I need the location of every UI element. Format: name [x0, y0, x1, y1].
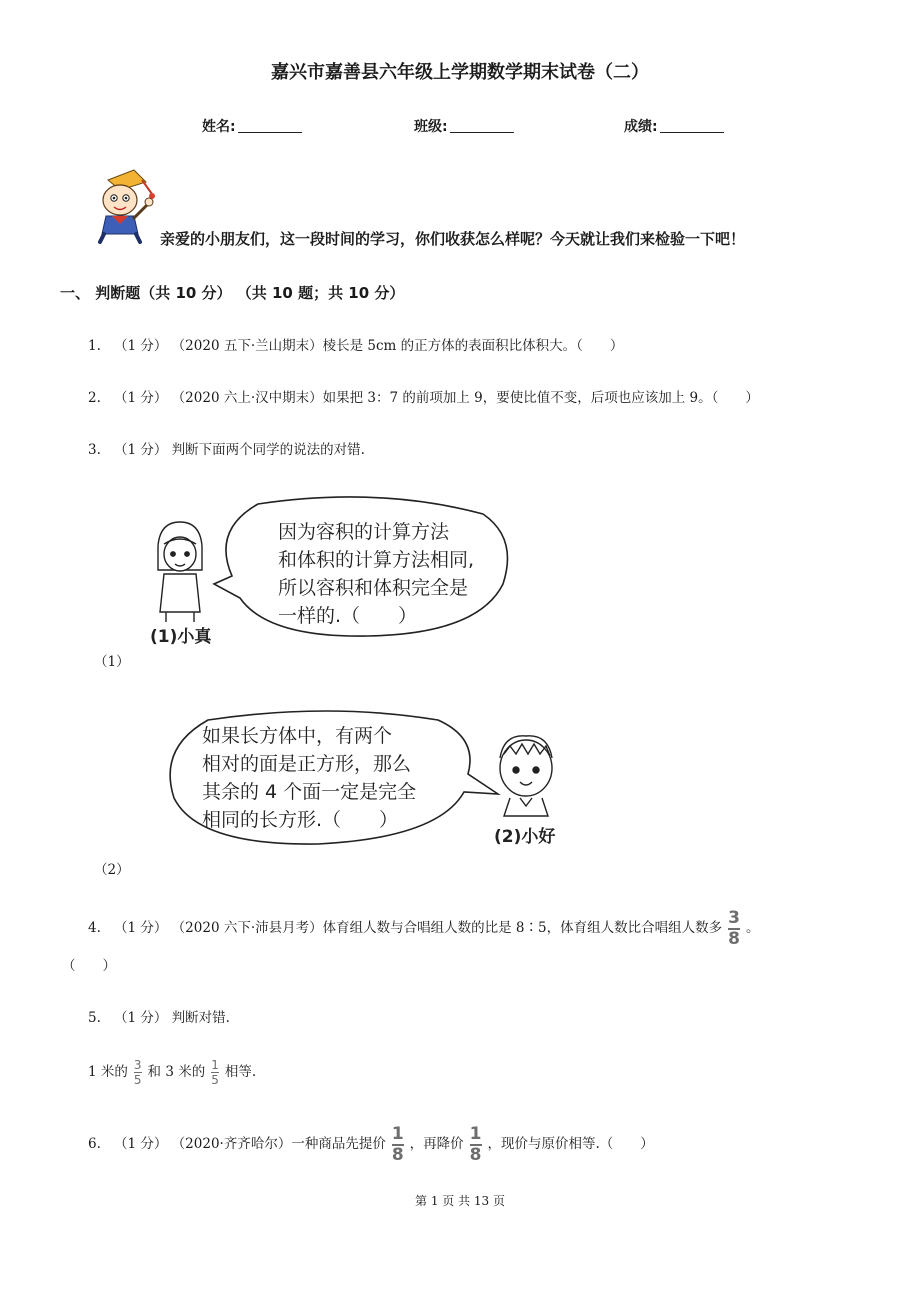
illustration-xiaohao — [148, 708, 578, 858]
fraction-numerator: 1 — [391, 1123, 404, 1144]
bubble-line: 相对的面是正方形，那么 — [202, 753, 412, 775]
fraction-numerator: 1 — [469, 1123, 482, 1144]
question-5-statement — [88, 1052, 256, 1092]
question-text-end: 。 — [745, 920, 760, 936]
question-text: （1 分） （2020 五下·兰山期末）棱长是 5cm 的正方体的表面积比体积大。（ ） — [114, 338, 624, 354]
bubble-line: 如果长方体中，有两个 — [202, 725, 393, 747]
fraction-denominator: 8 — [469, 1144, 482, 1165]
name-field — [202, 116, 302, 136]
fraction-1-8 — [391, 1123, 404, 1165]
question-number: 6. — [88, 1136, 101, 1152]
question-text-mid: ，再降价 — [409, 1136, 464, 1152]
page-title: 嘉兴市嘉善县六年级上学期数学期末试卷（二） — [271, 62, 649, 83]
caption: (2)小好 — [494, 827, 556, 847]
fraction-1-8 — [469, 1123, 482, 1165]
question-number: 5. — [88, 1010, 101, 1026]
name-blank[interactable] — [238, 118, 302, 133]
sub-question-1-label: （1） — [94, 654, 130, 670]
bubble-line: 和体积的计算方法相同, — [278, 549, 475, 571]
class-blank[interactable] — [450, 118, 514, 133]
statement-text: 相等. — [224, 1064, 257, 1080]
bubble-line: 其余的 4 个面一定是完全 — [202, 781, 417, 803]
bubble-line: 因为容积的计算方法 — [278, 521, 450, 543]
question-text: （1 分） 判断对错. — [114, 1010, 230, 1026]
bubble-line: 所以容积和体积完全是 — [278, 577, 469, 599]
question-1 — [88, 334, 623, 354]
question-text: （1 分） （2020·齐齐哈尔）一种商品先提价 — [114, 1136, 386, 1152]
section-1-title: 一、 判断题（共 10 分） （共 10 题；共 10 分） — [60, 284, 405, 302]
question-6 — [88, 1114, 654, 1174]
fraction-denominator: 8 — [728, 928, 740, 949]
question-4-answer-blank[interactable]: （ ） — [62, 958, 116, 974]
greeting-text: 亲爱的小朋友们，这一段时间的学习，你们收获怎么样呢？今天就让我们来检验一下吧！ — [160, 230, 746, 248]
bubble-line: 相同的长方形.（ ） — [202, 809, 399, 831]
fraction-denominator: 5 — [211, 1073, 219, 1087]
question-number: 4. — [88, 920, 101, 936]
question-text-end: ，现价与原价相等.（ ） — [487, 1136, 654, 1152]
fraction-numerator: 3 — [728, 907, 740, 928]
question-number: 2. — [88, 390, 101, 406]
question-number: 3. — [88, 442, 101, 458]
question-text: （1 分） （2020 六下·沛县月考）体育组人数与合唱组人数的比是 8∶5，体育组人数比合唱组人数多 — [114, 920, 723, 936]
fraction-numerator: 1 — [211, 1058, 219, 1072]
question-text: （1 分） 判断下面两个同学的说法的对错. — [114, 442, 365, 458]
statement-text: 1 米的 — [88, 1064, 128, 1080]
score-field — [624, 116, 724, 136]
fraction-denominator: 8 — [391, 1144, 404, 1165]
question-text: （1 分） （2020 六上·汉中期末）如果把 3：7 的前项加上 9，要使比值不变，后项也应该加上 9。（ ） — [114, 390, 759, 406]
girl-figure-icon — [158, 522, 202, 622]
fraction-numerator: 3 — [133, 1058, 142, 1072]
bubble-line: 一样的.（ ） — [278, 605, 418, 627]
page-footer: 第 1 页 共 13 页 — [415, 1194, 505, 1208]
mascot-icon — [86, 164, 166, 246]
question-5 — [88, 1006, 230, 1026]
statement-text: 和 3 米的 — [147, 1064, 206, 1080]
illustration-xiaozhen — [148, 494, 518, 650]
boy-figure-icon — [500, 736, 552, 816]
caption: (1)小真 — [150, 627, 212, 647]
class-field — [414, 116, 514, 136]
fraction-denominator: 5 — [133, 1073, 142, 1087]
class-label: 班级: — [414, 119, 448, 135]
name-label: 姓名: — [202, 119, 236, 135]
fraction-3-8 — [728, 907, 740, 949]
question-4 — [88, 900, 759, 956]
fraction-3-5 — [134, 1059, 142, 1086]
fraction-1-5 — [211, 1059, 219, 1086]
score-blank[interactable] — [660, 118, 724, 133]
score-label: 成绩: — [624, 119, 658, 135]
question-3 — [88, 438, 365, 458]
sub-question-2-label: （2） — [94, 862, 130, 878]
question-2 — [88, 386, 759, 406]
question-number: 1. — [88, 338, 101, 354]
